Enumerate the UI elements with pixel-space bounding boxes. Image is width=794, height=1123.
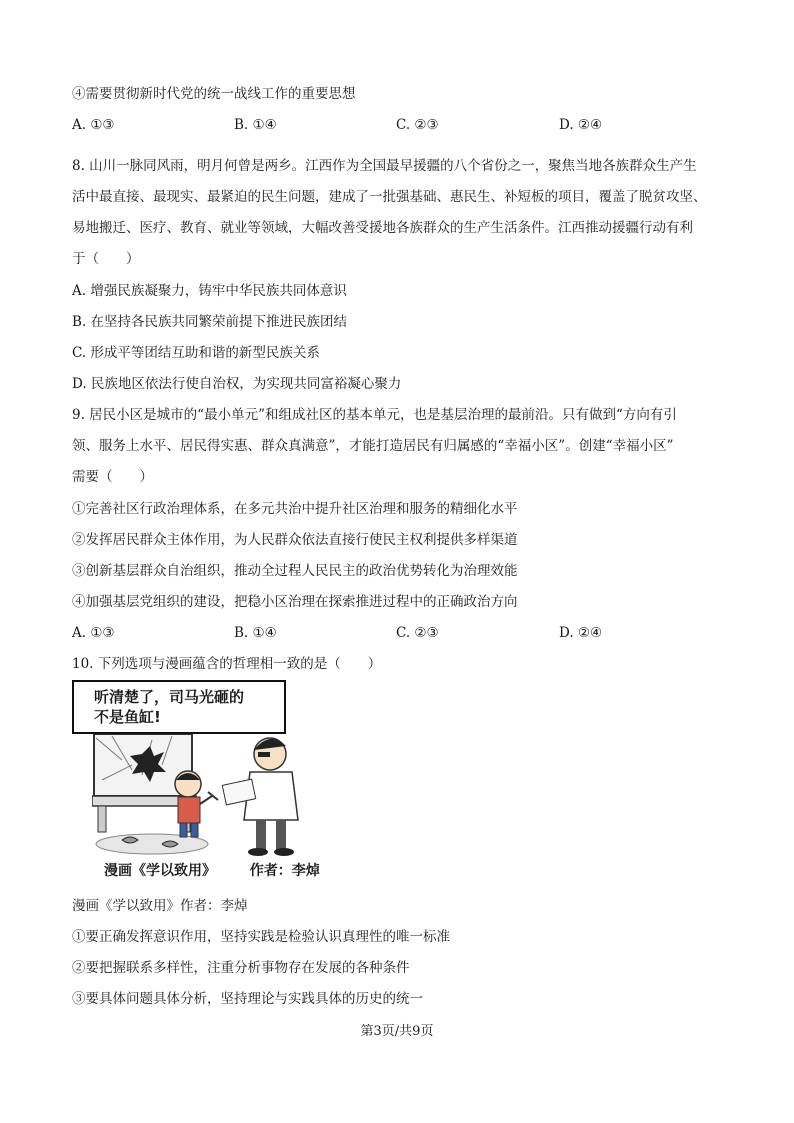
q8-option-a[interactable]: A. 增强民族凝聚力，铸牢中华民族共同体意识 bbox=[72, 283, 347, 299]
q9-statement-4: ④加强基层党组织的建设，把稳小区治理在探索推进过程中的正确政治方向 bbox=[72, 594, 518, 610]
q9-option-d[interactable]: D. ②④ bbox=[559, 625, 603, 641]
q7-option-d[interactable]: D. ②④ bbox=[559, 117, 603, 133]
bubble-line-1: 听清楚了，司马光砸的 bbox=[94, 688, 245, 706]
q10-statement-3: ③要具体问题具体分析，坚持理论与实践具体的历史的统一 bbox=[72, 991, 423, 1007]
q8-option-b[interactable]: B. 在坚持各民族共同繁荣前提下推进民族团结 bbox=[72, 314, 348, 330]
q9-option-a[interactable]: A. ①③ bbox=[72, 625, 115, 641]
q9-statement-3: ③创新基层群众自治组织，推动全过程人民民主的政治优势转化为治理效能 bbox=[72, 563, 518, 579]
speech-bubble bbox=[72, 680, 286, 734]
q9-option-c[interactable]: C. ②③ bbox=[396, 625, 439, 641]
q10-stem: 10. 下列选项与漫画蕴含的哲理相一致的是（ ） bbox=[72, 656, 382, 672]
q8-stem-line-1: 8. 山川一脉同风雨，明月何曾是两乡。江西作为全国最早援疆的八个省份之一，聚焦当地各族群众生产生 bbox=[72, 158, 697, 174]
q7-option-b[interactable]: B. ①④ bbox=[234, 117, 277, 133]
q7-statement-4: ④需要贯彻新时代党的统一战线工作的重要思想 bbox=[72, 86, 356, 102]
comic-caption-author: 作者：李焯 bbox=[249, 863, 320, 879]
q8-stem-line-3: 易地搬迁、医疗、教育、就业等领域，大幅改善受援地各族群众的生产生活条件。江西推动援疆行动有利 bbox=[72, 220, 693, 236]
q9-stem-line-2: 领、服务上水平、居民得实惠、群众真满意”，才能打造居民有归属感的“幸福小区”。创建“幸福小区” bbox=[72, 438, 674, 454]
q9-stem-line-1: 9. 居民小区是城市的“最小单元”和组成社区的基本单元，也是基层治理的最前沿。只有做到“方向有引 bbox=[72, 407, 677, 423]
comic-illustration bbox=[92, 720, 342, 860]
q9-statement-1: ①完善社区行政治理体系，在多元共治中提升社区治理和服务的精细化水平 bbox=[72, 501, 518, 517]
q7-option-a[interactable]: A. ①③ bbox=[72, 117, 115, 133]
comic-figure bbox=[72, 680, 342, 880]
q8-option-c[interactable]: C. 形成平等团结互助和谐的新型民族关系 bbox=[72, 345, 320, 361]
q8-stem-line-4: 于（ ） bbox=[72, 251, 140, 267]
bubble-line-2: 不是鱼缸! bbox=[94, 708, 161, 726]
q10-caption-text: 漫画《学以致用》作者：李焯 bbox=[72, 898, 248, 914]
q8-option-d[interactable]: D. 民族地区依法行使自治权，为实现共同富裕凝心聚力 bbox=[72, 376, 402, 392]
comic-caption-title: 漫画《学以致用》 bbox=[104, 863, 216, 879]
q10-statement-1: ①要正确发挥意识作用，坚持实践是检验认识真理性的唯一标准 bbox=[72, 929, 450, 945]
comic-caption bbox=[104, 860, 320, 880]
q9-stem-line-3: 需要（ ） bbox=[72, 469, 153, 485]
q10-statement-2: ②要把握联系多样性，注重分析事物存在发展的各种条件 bbox=[72, 960, 410, 976]
q9-statement-2: ②发挥居民群众主体作用，为人民群众依法直接行使民主权利提供多样渠道 bbox=[72, 532, 518, 548]
page-number: 第3页/共9页 bbox=[360, 1024, 434, 1039]
q9-option-b[interactable]: B. ①④ bbox=[234, 625, 277, 641]
q8-stem-line-2: 活中最直接、最现实、最紧迫的民生问题，建成了一批强基础、惠民生、补短板的项目，覆盖了脱贫攻坚、 bbox=[72, 189, 707, 205]
q7-option-c[interactable]: C. ②③ bbox=[396, 117, 439, 133]
